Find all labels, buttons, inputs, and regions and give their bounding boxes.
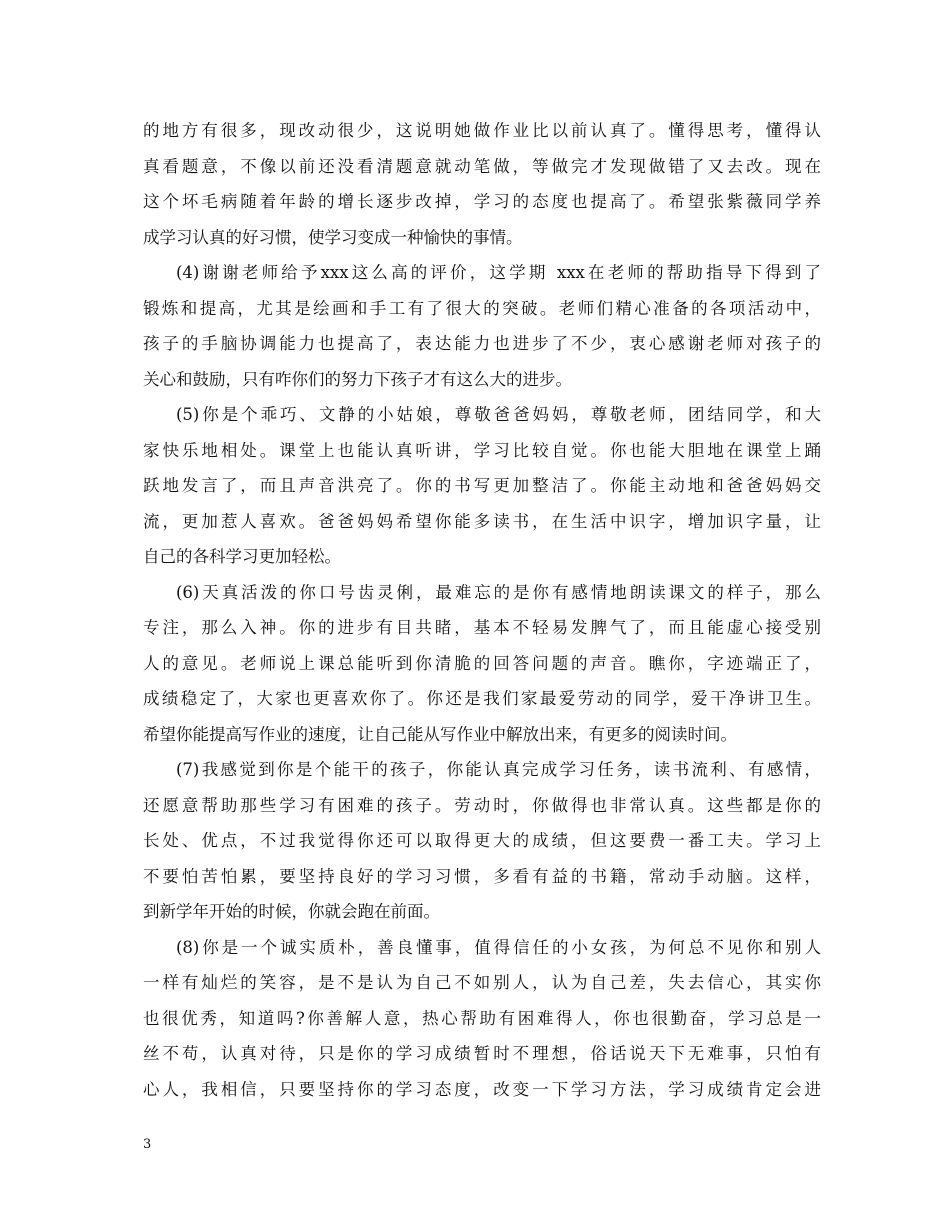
text-line: 成绩稳定了，大家也更喜欢你了。你还是我们家最爱劳动的同学，爱干净讲卫生。 [143, 689, 821, 708]
text-line: (7)我感觉到你是个能干的孩子，你能认真完成学习任务，读书流利、有感情， [176, 760, 821, 779]
text-line: 锻炼和提高，尤其是绘画和手工有了很大的突破。老师们精心准备的各项活动中， [143, 298, 821, 318]
text-line: 还愿意帮助那些学习有困难的孩子。劳动时，你做得也非常认真。这些都是你的 [143, 795, 821, 815]
paragraph-continuation [143, 113, 821, 255]
text-line: (4)谢谢老师给予xxx这么高的评价，这学期 xxx在老师的帮助指导下得到了 [176, 263, 821, 282]
text-line: 成学习认真的好习惯，使学习变成一种愉快的事情。 [143, 227, 523, 247]
text-line: 专注，那么入神。你的进步有目共睹，基本不轻易发脾气了，而且能虚心接受别 [143, 618, 821, 637]
text-line: 心人，我相信，只要坚持你的学习态度，改变一下学习方法，学习成绩肯定会进 [143, 1079, 821, 1099]
page-number: 3 [143, 1137, 152, 1152]
text-line: 流，更加惹人喜欢。爸爸妈妈希望你能多读书，在生活中识字，增加识字量，让 [143, 511, 821, 531]
text-line: 这个坏毛病随着年龄的增长逐步改掉，学习的态度也提高了。希望张紫薇同学养 [143, 192, 821, 211]
text-line: 希望你能提高写作业的速度，让自己能从写作业中解放出来，有更多的阅读时间。 [143, 724, 737, 744]
text-line: 家快乐地相处。课堂上也能认真听讲，学习比较自觉。你也能大胆地在课堂上踊 [143, 440, 821, 460]
text-line: 孩子的手脑协调能力也提高了，表达能力也进步了不少，衷心感谢老师对孩子的 [143, 334, 821, 353]
text-line: (5)你是个乖巧、文静的小姑娘，尊敬爸爸妈妈，尊敬老师，团结同学，和大 [176, 405, 821, 424]
text-line: 关心和鼓励，只有咋你们的努力下孩子才有这么大的进步。 [143, 369, 572, 389]
paragraph-item-6 [143, 575, 821, 753]
paragraph-item-5 [143, 397, 821, 575]
paragraph-item-4 [143, 255, 821, 397]
text-line: 长处、优点，不过我觉得你还可以取得更大的成绩，但这要费一番工夫。学习上 [143, 831, 821, 850]
text-line: 不要怕苦怕累，要坚持良好的学习习惯，多看有益的书籍，常动手动脑。这样， [143, 866, 821, 886]
text-line: 的地方有很多，现改动很少，这说明她做作业比以前认真了。懂得思考，懂得认 [143, 121, 821, 140]
text-line: (8)你是一个诚实质朴，善良懂事，值得信任的小女孩，为何总不见你和别人 [176, 937, 821, 957]
text-line: 一样有灿烂的笑容，是不是认为自己不如别人，认为自己差，失去信心，其实你 [143, 973, 821, 992]
text-line: 跃地发言了，而且声音洪亮了。你的书写更加整洁了。你能主动地和爸爸妈妈交 [143, 476, 821, 495]
text-line: 真看题意，不像以前还没看清题意就动笔做，等做完才发现做错了又去改。现在 [143, 156, 821, 176]
paragraph-item-8 [143, 930, 821, 1108]
document-body [143, 113, 821, 1107]
text-line: 丝不苟，认真对待，只是你的学习成绩暂时不理想，俗话说天下无难事，只怕有 [143, 1044, 821, 1063]
text-line: (6)天真活泼的你口号齿灵俐，最难忘的是你有感情地朗读课文的样子，那么 [176, 582, 821, 602]
text-line: 自己的各科学习更加轻松。 [143, 547, 341, 566]
text-line: 到新学年开始的时候，你就会跑在前面。 [143, 902, 440, 921]
paragraph-item-7 [143, 752, 821, 930]
text-line: 也很优秀，知道吗?你善解人意，热心帮助有困难得人，你也很勤奋，学习总是一 [143, 1008, 821, 1028]
text-line: 人的意见。老师说上课总能听到你清脆的回答问题的声音。瞧你，字迹端正了， [143, 653, 821, 673]
